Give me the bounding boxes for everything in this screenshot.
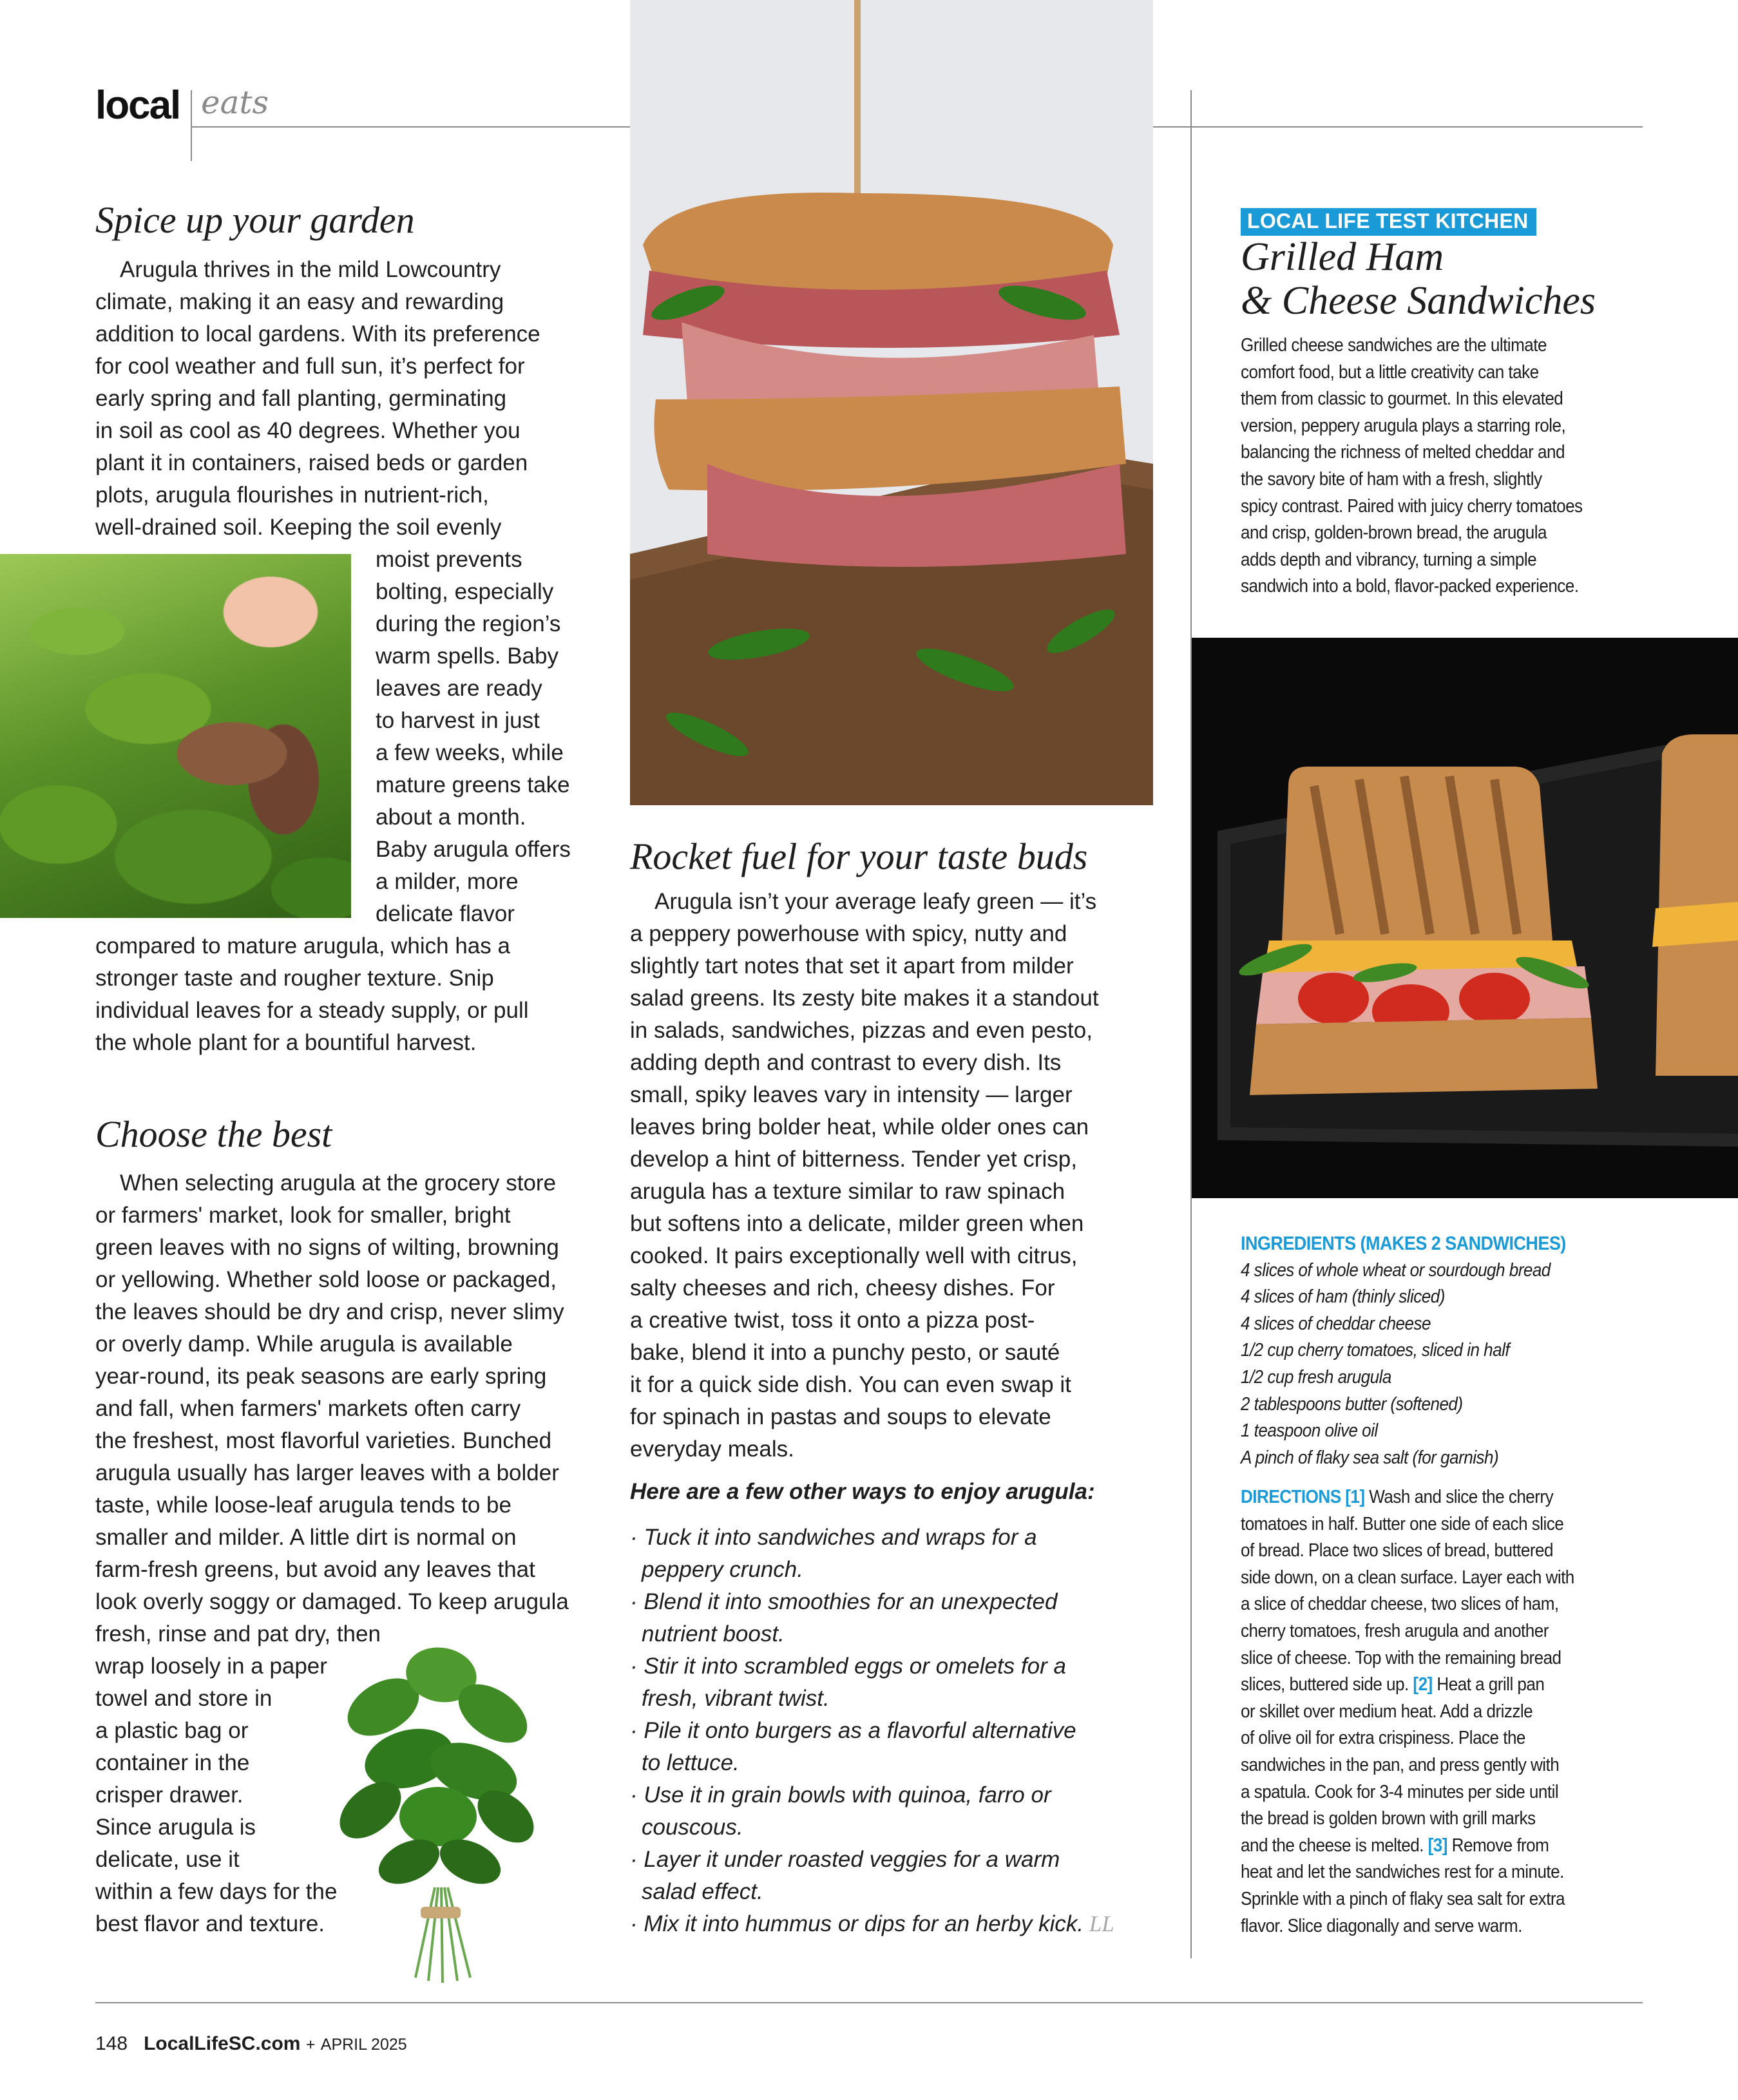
text-line: in salads, sandwiches, pizzas and even pesto,: [630, 1018, 1093, 1043]
text-line: leaves bring bolder heat, while older ones can: [630, 1114, 1089, 1140]
step-text: Wash and slice the cherry: [1364, 1487, 1554, 1507]
directions-line: sandwiches in the pan, and press gently with: [1241, 1754, 1560, 1775]
directions-line: a spatula. Cook for 3-4 minutes per side until: [1241, 1781, 1559, 1802]
directions-line: [1241, 1484, 1574, 1511]
text-line: adds depth and vibrancy, turning a simple: [1241, 549, 1537, 570]
text-line: compared to mature arugula, which has a: [95, 933, 510, 959]
ways-heading: Here are a few other ways to enjoy arugula:: [630, 1479, 1095, 1504]
bullet-continuation: salad effect.: [642, 1879, 763, 1904]
bullet-continuation: peppery crunch.: [642, 1557, 803, 1582]
grilled-ham-cheese-photo: [1192, 638, 1738, 1198]
text-line: salad greens. Its zesty bite makes it a standout: [630, 986, 1099, 1011]
text-line: spicy contrast. Paired with juicy cherry tomatoes: [1241, 495, 1583, 517]
choose-heading: Choose the best: [95, 1113, 332, 1155]
text-line: 1 teaspoon olive oil: [1241, 1420, 1378, 1442]
text-line: slightly tart notes that set it apart from milder: [630, 953, 1074, 978]
step-text: Heat a grill pan: [1432, 1674, 1545, 1695]
text-line: leaves are ready: [376, 676, 542, 701]
text-line: but softens into a delicate, milder green when: [630, 1211, 1084, 1236]
step-text: slices, buttered side up.: [1241, 1674, 1413, 1695]
text-line: 2 tablespoons butter (softened): [1241, 1393, 1463, 1415]
text-line: mature greens take: [376, 772, 570, 797]
text-line: wrap loosely in a paper: [95, 1654, 327, 1679]
text-line: small, spiky leaves vary in intensity — larger: [630, 1082, 1073, 1107]
directions-line: a slice of cheddar cheese, two slices of ham,: [1241, 1594, 1559, 1615]
recipe-intro: [1241, 332, 1583, 600]
text-line: develop a hint of bitterness. Tender yet crisp,: [630, 1147, 1077, 1172]
garden-body: [95, 254, 604, 544]
text-line: or yellowing. Whether sold loose or packaged,: [95, 1267, 557, 1292]
bullet-item: · Stir it into scrambled eggs or omelets for a: [630, 1654, 1066, 1679]
recipe-directions: [1241, 1484, 1574, 1940]
directions-heading: DIRECTIONS: [1241, 1487, 1346, 1507]
text-line: the savory bite of ham with a fresh, slightly: [1241, 468, 1542, 490]
page-folio: [95, 2033, 407, 2055]
directions-line: the bread is golden brown with grill marks: [1241, 1808, 1536, 1829]
site-link[interactable]: LocalLifeSC.com: [144, 2033, 301, 2054]
text-line: addition to local gardens. With its preference: [95, 321, 540, 347]
bullet-continuation: couscous.: [642, 1815, 743, 1840]
arugula-harvest-photo: [0, 554, 351, 918]
text-line: the freshest, most flavorful varieties. Bunched: [95, 1428, 552, 1453]
text-line: sandwich into a bold, flavor-packed experience.: [1241, 576, 1579, 597]
text-line: adding depth and contrast to every dish. Its: [630, 1050, 1062, 1075]
text-line: green leaves with no signs of wilting, browning: [95, 1235, 559, 1260]
text-line: 4 slices of cheddar cheese: [1241, 1313, 1431, 1334]
text-line: 4 slices of ham (thinly sliced): [1241, 1286, 1445, 1308]
text-line: towel and store in: [95, 1686, 272, 1711]
text-line: arugula has a texture similar to raw spinach: [630, 1179, 1065, 1204]
text-line: to harvest in just: [376, 708, 540, 733]
text-line: 1/2 cup cherry tomatoes, sliced in half: [1241, 1340, 1510, 1361]
test-kitchen-badge: LOCAL LIFE TEST KITCHEN: [1241, 208, 1536, 236]
roast-beef-sandwich-photo: [630, 0, 1153, 805]
text-line: and crisp, golden-brown bread, the arugula: [1241, 522, 1547, 544]
directions-line: slice of cheese. Top with the remaining bread: [1241, 1647, 1561, 1668]
text-line: salty cheeses and rich, cheesy dishes. For: [630, 1275, 1055, 1301]
bullet-item: · Tuck it into sandwiches and wraps for a: [630, 1525, 1037, 1550]
bullet-continuation: nutrient boost.: [642, 1621, 785, 1647]
text-line: Since arugula is: [95, 1815, 256, 1840]
text-line: fresh, rinse and pat dry, then: [95, 1621, 381, 1647]
rocket-body: [630, 886, 1099, 1465]
text-line: moist prevents: [376, 547, 522, 572]
garden-heading: Spice up your garden: [95, 199, 415, 241]
text-line: in soil as cool as 40 degrees. Whether you: [95, 418, 520, 443]
text-line: it for a quick side dish. You can even swap it: [630, 1372, 1071, 1397]
bullet-item: · Mix it into hummus or dips for an herby kick. LL: [630, 1911, 1114, 1936]
text-line: delicate flavor: [376, 901, 515, 926]
bullet-continuation: fresh, vibrant twist.: [642, 1686, 830, 1711]
issue-date: APRIL 2025: [320, 2036, 407, 2054]
text-line: warm spells. Baby: [376, 644, 559, 669]
arugula-bunch-photo: [332, 1630, 538, 1990]
header-rule-right: [1153, 126, 1643, 128]
directions-line: of bread. Place two slices of bread, buttered: [1241, 1540, 1553, 1561]
text-line: Arugula isn’t your average leafy green — it’s: [654, 889, 1097, 914]
header-rule-left: [191, 126, 630, 128]
directions-line: of olive oil for extra crispiness. Place the: [1241, 1728, 1525, 1749]
page-number: 148: [95, 2033, 128, 2054]
directions-line: side down, on a clean surface. Layer each with: [1241, 1567, 1574, 1588]
text-line: best flavor and texture.: [95, 1911, 325, 1936]
text-line: a few weeks, while: [376, 740, 564, 765]
step-text: Remove from: [1447, 1835, 1549, 1856]
text-line: the leaves should be dry and crisp, never slimy: [95, 1299, 564, 1324]
text-line: 4 slices of whole wheat or sourdough bread: [1241, 1259, 1551, 1281]
garden-body-end: [95, 930, 529, 1059]
text-line: during the region’s: [376, 611, 561, 636]
directions-line: heat and let the sandwiches rest for a minute.: [1241, 1862, 1564, 1883]
text-line: look overly soggy or damaged. To keep arugula: [95, 1589, 569, 1614]
garden-wrap-text: [376, 544, 571, 930]
text-line: A pinch of flaky sea salt (for garnish): [1241, 1447, 1499, 1468]
text-line: early spring and fall planting, germinating: [95, 386, 507, 411]
recipe-title: Grilled Ham & Cheese Sandwiches: [1241, 235, 1596, 323]
text-line: bolting, especially: [376, 579, 554, 604]
text-line: a plastic bag or: [95, 1718, 249, 1743]
directions-line: flavor. Slice diagonally and serve warm.: [1241, 1915, 1522, 1936]
text-line: version, peppery arugula plays a starring role,: [1241, 415, 1566, 436]
end-mark: LL: [1084, 1911, 1114, 1936]
text-line: for cool weather and full sun, it’s perfect for: [95, 354, 525, 379]
text-line: and fall, when farmers' markets often carry: [95, 1396, 521, 1421]
text-line: Baby arugula offers: [376, 837, 571, 862]
text-line: plant it in containers, raised beds or garden: [95, 450, 528, 475]
text-line: taste, while loose-leaf arugula tends to be: [95, 1493, 511, 1518]
directions-line: or skillet over medium heat. Add a drizzle: [1241, 1701, 1533, 1722]
text-line: Arugula thrives in the mild Lowcountry: [120, 257, 501, 282]
text-line: well-drained soil. Keeping the soil evenly: [95, 515, 502, 540]
text-line: balancing the richness of melted cheddar and: [1241, 442, 1565, 463]
text-line: climate, making it an easy and rewarding: [95, 289, 504, 314]
step-number: [2]: [1413, 1674, 1433, 1695]
text-line: arugula usually has larger leaves with a bolder: [95, 1460, 559, 1485]
text-line: them from classic to gourmet. In this elevated: [1241, 388, 1563, 410]
text-line: individual leaves for a steady supply, or pull: [95, 998, 529, 1023]
ways-list: [630, 1522, 1114, 1940]
step-number: [1]: [1345, 1487, 1365, 1507]
text-line: smaller and milder. A little dirt is normal on: [95, 1525, 517, 1550]
text-line: 1/2 cup fresh arugula: [1241, 1366, 1391, 1388]
text-line: a creative twist, toss it onto a pizza post-: [630, 1308, 1035, 1333]
text-line: or farmers' market, look for smaller, bright: [95, 1203, 511, 1228]
text-line: farm-fresh greens, but avoid any leaves that: [95, 1557, 535, 1582]
brand-logo: local: [95, 83, 180, 128]
text-line: stronger taste and rougher texture. Snip: [95, 966, 494, 991]
folio-separator: +: [305, 2036, 316, 2054]
recipe-ingredients: [1241, 1230, 1566, 1471]
text-line: a milder, more: [376, 869, 519, 894]
text-line: for spinach in pastas and soups to elevate: [630, 1404, 1051, 1429]
choose-body: [95, 1167, 569, 1618]
directions-line: [1241, 1672, 1574, 1699]
text-line: a peppery powerhouse with spicy, nutty and: [630, 921, 1067, 946]
step-text: and the cheese is melted.: [1241, 1835, 1428, 1856]
step-number: [3]: [1428, 1835, 1447, 1856]
text-line: or overly damp. While arugula is available: [95, 1332, 513, 1357]
directions-line: cherry tomatoes, fresh arugula and another: [1241, 1620, 1549, 1641]
text-line: container in the: [95, 1750, 250, 1775]
text-line: year-round, its peak seasons are early spring: [95, 1364, 547, 1389]
rocket-heading: Rocket fuel for your taste buds: [630, 835, 1088, 877]
text-line: crisper drawer.: [95, 1782, 244, 1808]
text-line: delicate, use it: [95, 1847, 240, 1872]
bullet-item: · Use it in grain bowls with quinoa, farro or: [630, 1782, 1051, 1808]
directions-line: [1241, 1833, 1574, 1860]
text-line: cooked. It pairs exceptionally well with citrus,: [630, 1243, 1078, 1268]
text-line: comfort food, but a little creativity can take: [1241, 361, 1539, 383]
bullet-continuation: to lettuce.: [642, 1750, 740, 1775]
bullet-item: · Layer it under roasted veggies for a warm: [630, 1847, 1060, 1872]
text-line: the whole plant for a bountiful harvest.: [95, 1030, 477, 1055]
footer-rule: [95, 2002, 1643, 2003]
text-line: Grilled cheese sandwiches are the ultimate: [1241, 335, 1547, 356]
header-divider: [191, 90, 192, 161]
text-line: plots, arugula flourishes in nutrient-rich,: [95, 482, 489, 508]
section-label: eats: [201, 84, 269, 121]
directions-line: Sprinkle with a pinch of flaky sea salt for extra: [1241, 1888, 1565, 1909]
text-line: When selecting arugula at the grocery store: [120, 1170, 557, 1196]
text-line: about a month.: [376, 805, 526, 830]
directions-line: tomatoes in half. Butter one side of each slice: [1241, 1513, 1564, 1534]
text-line: bake, blend it into a punchy pesto, or sauté: [630, 1340, 1060, 1365]
text-line: everyday meals.: [630, 1437, 794, 1462]
bullet-item: · Blend it into smoothies for an unexpected: [630, 1589, 1058, 1614]
text-line: within a few days for the: [95, 1879, 338, 1904]
ingredients-heading: INGREDIENTS (MAKES 2 SANDWICHES): [1241, 1233, 1566, 1254]
bullet-item: · Pile it onto burgers as a flavorful alternative: [630, 1718, 1076, 1743]
